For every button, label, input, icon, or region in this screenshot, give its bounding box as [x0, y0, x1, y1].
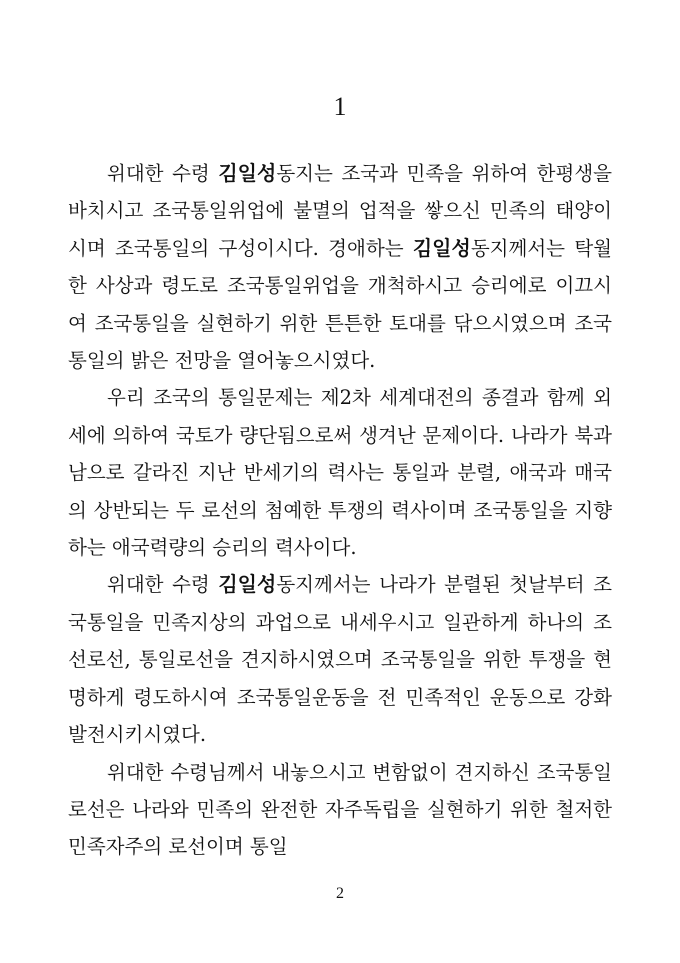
chapter-number: 1 — [333, 92, 347, 121]
leader-name: 김일성 — [218, 161, 277, 185]
text-run: 동지께서는 탁월한 사상과 령도로 조국통일위업을 개척하시고 승리에로 이끄시여 조국통일을 실현하기 위한 튼튼한 토대를 닦으시였으며 조국통일의 밝은 전망을 열어놓으시였다. — [68, 236, 613, 373]
text-run: 위대한 수령님께서 내놓으시고 변함없이 견지하신 조국통일로선은 나라와 민족의 완전한 자주독립을 실현하기 위한 철저한 민족자주의 로선이며 통일 — [68, 760, 612, 859]
leader-name: 김일성 — [218, 572, 277, 597]
paragraph-2 — [68, 379, 612, 566]
paragraph-4 — [68, 754, 612, 866]
page-number: 2 — [336, 885, 344, 902]
paragraph-3 — [68, 566, 612, 753]
text-run: 위대한 수령 — [107, 162, 219, 185]
leader-name: 김일성 — [412, 235, 471, 260]
text-run: 우리 조국의 통일문제는 제2차 세계대전의 종결과 함께 외세에 의하여 국토가 량단됨으로써 생겨난 문제이다. 나라가 북과 남으로 갈라진 지난 반세기의 력사는 통일과 분렬, 애국과 매국의 상반되는 두 로선의 첨예한 투쟁의 력사이며 조국통일을 지향하는 애국력량의 승리의 력사이다. — [68, 386, 612, 560]
body-text — [68, 155, 612, 866]
text-run: 위대한 수령 — [107, 573, 219, 597]
text-run: 동지는 조국과 민족을 위하여 한평생을 바치시고 조국통일위업에 불멸의 업적을 쌓으신 민족의 태양이시며 조국통일의 구성이시다. 경애하는 — [68, 162, 612, 260]
paragraph-1 — [68, 155, 612, 379]
text-run: 동지께서는 나라가 분렬된 첫날부터 조국통일을 민족지상의 과업으로 내세우시고 일관하게 하나의 조선로선, 통일로선을 견지하시였으며 조국통일을 위한 투쟁을 현명하게 령도하시여 조국통일운동을 전 민족적인 운동으로 강화발전시키시였다. — [68, 573, 612, 747]
